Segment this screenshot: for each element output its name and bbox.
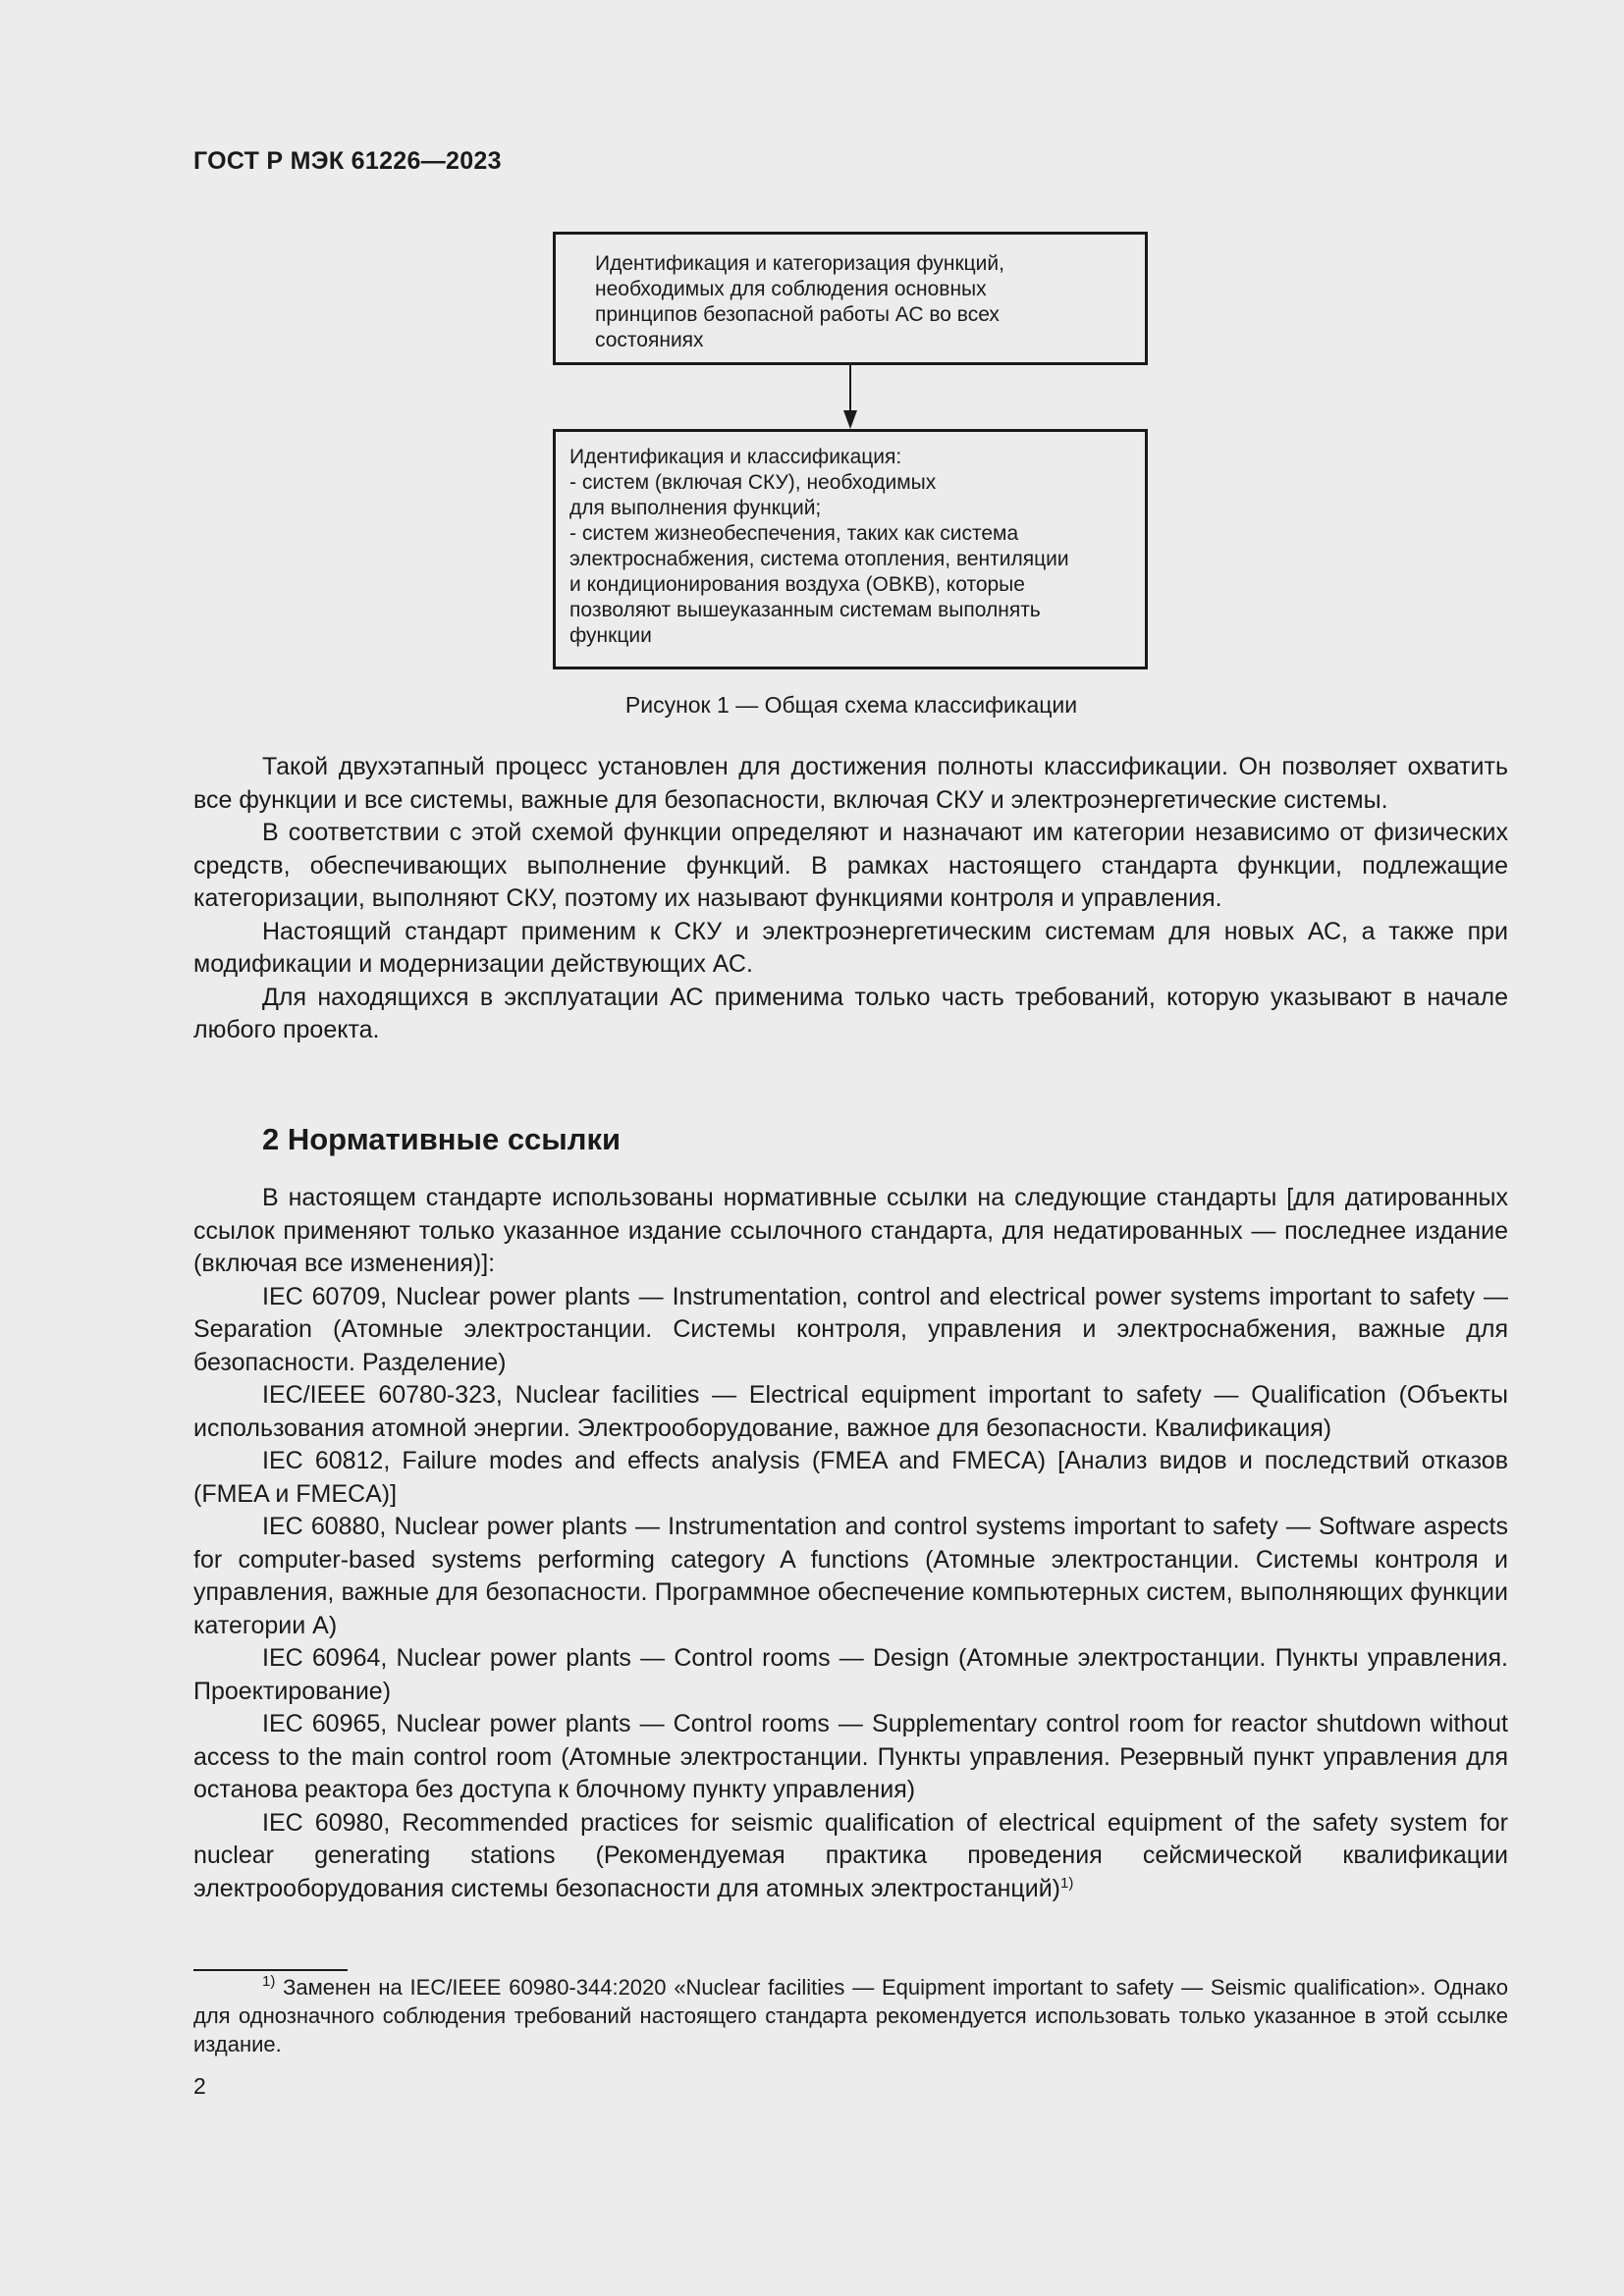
- arrow-shaft: [849, 365, 851, 414]
- reference-item: IEC 60880, Nuclear power plants — Instrumentation and control systems important to safety — Software aspects for computer-based systems performing category A functions (Атомные электростанции. Системы контроля и управления, важные для безопасности. Программное обеспечение компьютерных систем, выполняющих функции категории А): [193, 1513, 1508, 1639]
- box-line: принципов безопасной работы АС во всех: [595, 303, 1000, 326]
- reference-item: [193, 1807, 1508, 1906]
- footnote-text: Заменен на IEC/IEEE 60980-344:2020 «Nuclear facilities — Equipment important to safety — Seismic qualification». Однако для однозначного соблюдения требований настоящего стандарта рекомендуется использовать только указанное в этой ссылке издание.: [193, 1975, 1508, 2056]
- box-line: и кондиционирования воздуха (ОВКВ), которые: [569, 573, 1025, 596]
- box-line: для выполнения функций;: [569, 497, 822, 519]
- paragraph: Для находящихся в эксплуатации АС применима только часть требований, которую указывают в начале любого проекта.: [193, 983, 1508, 1043]
- section-heading: 2 Нормативные ссылки: [262, 1122, 622, 1156]
- box-line: необходимых для соблюдения основных: [595, 278, 987, 300]
- diagram-box-systems: [553, 429, 1148, 669]
- reference-item: IEC 60964, Nuclear power plants — Control rooms — Design (Атомные электростанции. Пункты управления. Проектирование): [193, 1644, 1508, 1705]
- paragraph: В настоящем стандарте использованы нормативные ссылки на следующие стандарты [для датированных ссылок применяют только указанное издание ссылочного стандарта, для недатированных — последнее издание (включая все изменения)]:: [193, 1184, 1508, 1277]
- box-line: электроснабжения, система отопления, вентиляции: [569, 548, 1069, 570]
- paragraph: Такой двухэтапный процесс установлен для достижения полноты классификации. Он позволяет охватить все функции и все системы, важные для безопасности, включая СКУ и электроэнергетические системы.: [193, 753, 1508, 814]
- diagram-arrow: [553, 365, 1148, 429]
- normative-references: [193, 1182, 1508, 1905]
- box-line: Идентификация и категоризация функций,: [595, 252, 1004, 275]
- reference-item: IEC 60709, Nuclear power plants — Instrumentation, control and electrical power systems important to safety — Separation (Атомные электростанции. Системы контроля, управления и электроснабжения, важные для безопасности. Разделение): [193, 1282, 1508, 1376]
- reference-item: IEC 60965, Nuclear power plants — Control rooms — Supplementary control room for reactor shutdown without access to the main control room (Атомные электростанции. Пункты управления. Резервный пункт управления для останова реактора без доступа к блочному пункту управления): [193, 1710, 1508, 1803]
- footnote-rule: [193, 1969, 348, 1971]
- diagram-box-functions: [553, 232, 1148, 365]
- reference-item: IEC 60812, Failure modes and effects analysis (FMEA and FMECA) [Анализ видов и последствий отказов (FMEA и FMECA)]: [193, 1447, 1508, 1508]
- box-line: Идентификация и классификация:: [569, 446, 902, 468]
- box-line: функции: [569, 624, 652, 647]
- arrow-head-icon: [843, 410, 857, 429]
- footnote-marker: 1): [262, 1973, 276, 1990]
- reference-text: IEC 60980, Recommended practices for seismic qualification of electrical equipment of the safety system for nuclear generating stations (Рекомендуемая практика проведения сейсмической квалификации электрооборудования системы безопасности для атомных электростанций): [193, 1808, 1508, 1902]
- page-header: ГОСТ Р МЭК 61226—2023: [193, 147, 502, 175]
- figure-caption: Рисунок 1 — Общая схема классификации: [624, 692, 1078, 718]
- reference-item: IEC/IEEE 60780-323, Nuclear facilities — Electrical equipment important to safety — Qualification (Объекты использования атомной энергии. Электрооборудование, важное для безопасности. Квалификация): [193, 1381, 1508, 1442]
- footnote-marker[interactable]: 1): [1060, 1874, 1074, 1892]
- page-number: 2: [193, 2073, 206, 2099]
- flow-diagram: [553, 232, 1148, 669]
- paragraph: В соответствии с этой схемой функции определяют и назначают им категории независимо от физических средств, обеспечивающих выполнение функций. В рамках настоящего стандарта функции, подлежащие категоризации, выполняют СКУ, поэтому их называют функциями контроля и управления.: [193, 819, 1508, 912]
- box-line: - систем (включая СКУ), необходимых: [569, 471, 937, 494]
- box-line: - систем жизнеобеспечения, таких как система: [569, 522, 1019, 545]
- footnote: [193, 1973, 1508, 2058]
- intro-text: [193, 751, 1508, 1047]
- box-line: состояниях: [595, 329, 704, 351]
- box-line: позволяют вышеуказанным системам выполнять: [569, 599, 1041, 621]
- paragraph: Настоящий стандарт применим к СКУ и электроэнергетическим системам для новых АС, а также при модификации и модернизации действующих АС.: [193, 917, 1508, 978]
